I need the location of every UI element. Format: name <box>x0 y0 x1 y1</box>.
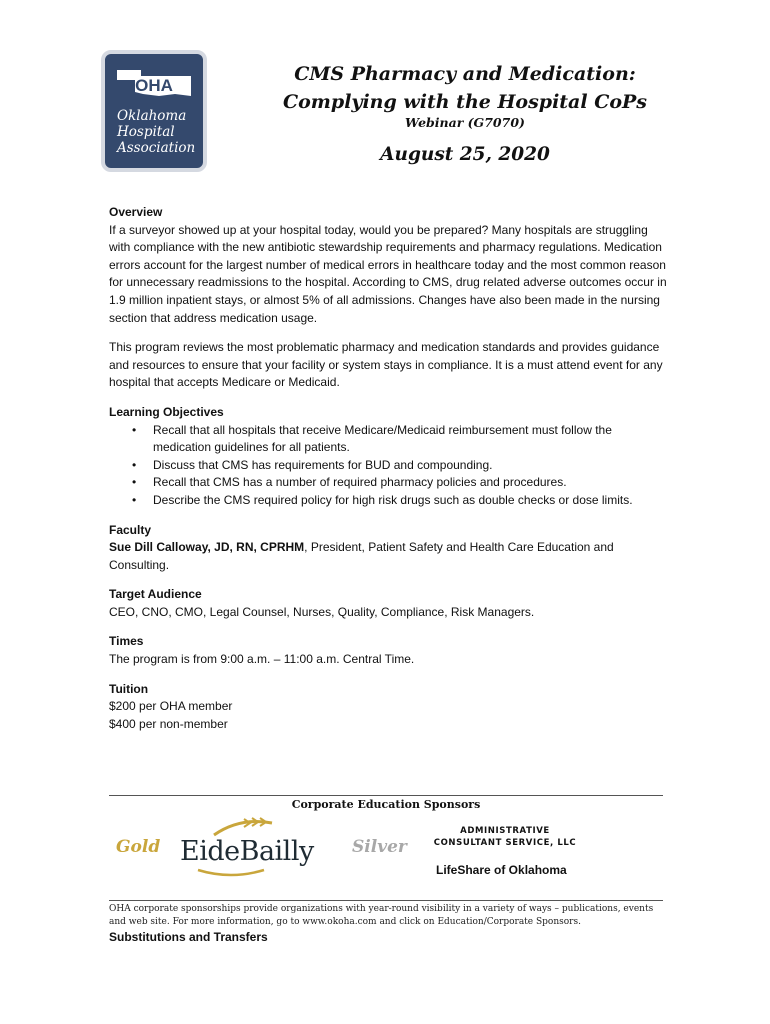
eidebailly-swoosh-icon <box>196 866 266 878</box>
document-body <box>109 204 669 733</box>
overview-paragraph-1: If a surveyor showed up at your hospital today, would you be prepared? Many hospitals are struggling with compliance with the new antibiotic stewardship requirements and pharmacy regulations. Medication errors account for the largest number of medical errors in healthcare today and the most common reason for unnecessary readmissions to the hospital. According to CMS, drug related adverse outcomes occur in 1.9 million inpatient stays, or almost 5% of all admissions. Changes have also been made in the nursing section that address medication usage. <box>109 222 667 325</box>
sponsorship-footnote: OHA corporate sponsorships provide organizations with year-round visibility in a variety of ways – publications, events and web site. For more information, go to www.okoha.com and click on Education/Corporate Sponsors. <box>109 904 654 927</box>
faculty-heading: Faculty <box>109 522 152 537</box>
silver-label: Silver <box>352 837 407 857</box>
logo-name-line: Association <box>117 140 196 156</box>
lifeshare-logo: LifeShare of Oklahoma <box>436 863 567 877</box>
title-line-1: CMS Pharmacy and Medication: <box>294 63 636 85</box>
acs-line-2: CONSULTANT SERVICE, LLC <box>433 838 577 848</box>
audience-heading: Target Audience <box>109 587 202 602</box>
faculty-role: , President, Patient Safety and Health Care Education and Consulting. <box>109 540 614 572</box>
list-item: • Discuss that CMS has requirements for BUD and compounding. <box>153 457 669 475</box>
title-line-2: Complying with the Hospital CoPs <box>283 91 647 113</box>
acs-logo <box>430 825 580 849</box>
logo-name-line: Hospital <box>117 124 175 140</box>
overview-paragraph-2: This program reviews the most problematic pharmacy and medication standards and provides guidance and resources to ensure that your facility or system stays in compliance. It is a must attend event for any hospital that accepts Medicare or Medicaid. <box>109 340 663 390</box>
tuition-nonmember: $400 per non-member <box>109 716 228 731</box>
gold-label: Gold <box>116 837 161 857</box>
list-item: • Recall that CMS has a number of required pharmacy policies and procedures. <box>153 474 669 492</box>
times-text: The program is from 9:00 a.m. – 11:00 a.m. Central Time. <box>109 652 415 667</box>
logo-abbr: OHA <box>135 76 173 95</box>
sponsors-top-divider <box>109 795 663 796</box>
oklahoma-state-icon <box>115 68 193 98</box>
faculty-name: Sue Dill Calloway, JD, RN, CPRHM <box>109 540 305 555</box>
sponsors-bottom-divider <box>109 900 663 901</box>
objectives-list <box>109 422 669 510</box>
objectives-heading: Learning Objectives <box>109 404 224 419</box>
oha-logo <box>101 50 207 172</box>
eidebailly-logo: EideBailly <box>180 836 314 867</box>
webinar-code: Webinar (G7070) <box>405 115 525 130</box>
list-item: • Describe the CMS required policy for high risk drugs such as double checks or dose limits. <box>153 492 669 510</box>
times-heading: Times <box>109 634 144 649</box>
logo-name <box>117 108 195 156</box>
substitutions-heading: Substitutions and Transfers <box>109 930 268 944</box>
audience-text: CEO, CNO, CMO, Legal Counsel, Nurses, Quality, Compliance, Risk Managers. <box>109 604 535 619</box>
faculty-text <box>109 539 669 574</box>
event-date: August 25, 2020 <box>380 144 550 165</box>
tuition-member: $200 per OHA member <box>109 699 233 714</box>
overview-heading: Overview <box>109 205 163 219</box>
sponsors-heading: Corporate Education Sponsors <box>291 798 481 811</box>
list-item: • Recall that all hospitals that receive Medicare/Medicaid reimbursement must follow the medication guidelines for all patients. <box>153 422 669 457</box>
tuition-heading: Tuition <box>109 681 149 696</box>
acs-line-1: ADMINISTRATIVE <box>460 826 550 836</box>
logo-name-line: Oklahoma <box>117 108 187 124</box>
page-title <box>275 60 655 116</box>
